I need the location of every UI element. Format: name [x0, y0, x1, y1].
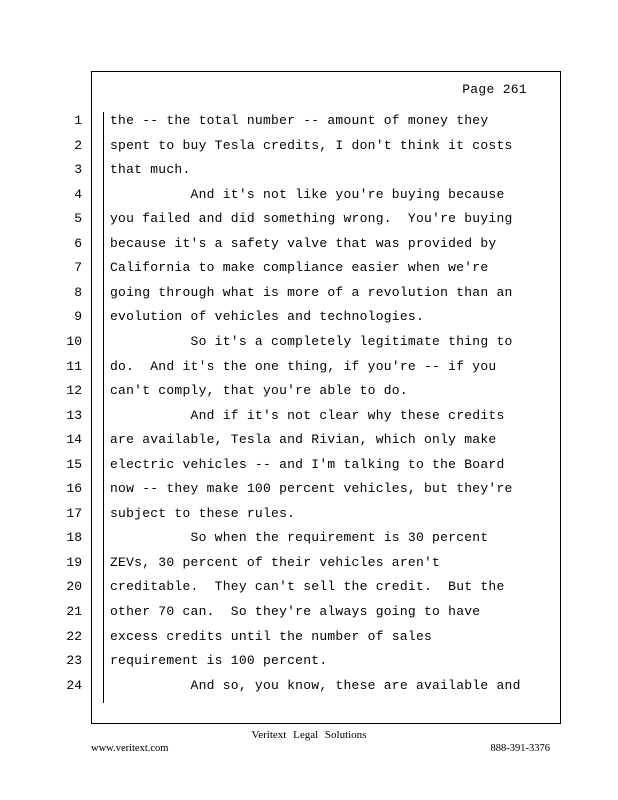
transcript-line: So when the requirement is 30 percent [110, 530, 489, 545]
transcript-line: So it's a completely legitimate thing to [110, 334, 513, 349]
line-number: 4 [74, 187, 82, 202]
transcript-line: the -- the total number -- amount of money they [110, 113, 489, 128]
page-number: Page 261 [462, 82, 527, 97]
line-number: 21 [66, 604, 82, 619]
line-number: 12 [66, 383, 82, 398]
transcript-line: And if it's not clear why these credits [110, 408, 505, 423]
transcript-line: you failed and did something wrong. You're buying [110, 211, 513, 226]
line-number: 20 [66, 579, 82, 594]
transcript-line: spent to buy Tesla credits, I don't think it costs [110, 138, 513, 153]
transcript-line: now -- they make 100 percent vehicles, but they're [110, 481, 513, 496]
line-number: 17 [66, 506, 82, 521]
line-number: 2 [74, 138, 82, 153]
transcript-line: excess credits until the number of sales [110, 629, 433, 644]
transcript-line: California to make compliance easier when we're [110, 260, 489, 275]
line-number: 22 [66, 629, 82, 644]
line-number: 24 [66, 678, 82, 693]
line-number: 19 [66, 555, 82, 570]
line-number: 15 [66, 457, 82, 472]
transcript-line: because it's a safety valve that was provided by [110, 236, 497, 251]
transcript-line: ZEVs, 30 percent of their vehicles aren't [110, 555, 441, 570]
line-number: 11 [66, 359, 82, 374]
line-number: 5 [74, 211, 82, 226]
line-number: 6 [74, 236, 82, 251]
transcript-line: going through what is more of a revolution than an [110, 285, 513, 300]
transcript-line: evolution of vehicles and technologies. [110, 309, 424, 324]
transcript-line: can't comply, that you're able to do. [110, 383, 408, 398]
transcript-line: subject to these rules. [110, 506, 296, 521]
footer-website: www.veritext.com [91, 743, 169, 754]
line-number: 16 [66, 481, 82, 496]
transcript-line: do. And it's the one thing, if you're -- if you [110, 359, 497, 374]
transcript-line: creditable. They can't sell the credit. But the [110, 579, 505, 594]
line-number: 3 [74, 162, 82, 177]
transcript-line: are available, Tesla and Rivian, which only make [110, 432, 497, 447]
line-number: 13 [66, 408, 82, 423]
line-number: 23 [66, 653, 82, 668]
footer-phone: 888-391-3376 [490, 743, 550, 754]
line-number: 8 [74, 285, 82, 300]
transcript-line: that much. [110, 162, 191, 177]
transcript-line: other 70 can. So they're always going to have [110, 604, 481, 619]
line-number: 9 [74, 309, 82, 324]
transcript-line: And it's not like you're buying because [110, 187, 505, 202]
transcript-line: And so, you know, these are available and [110, 678, 521, 693]
line-number: 10 [66, 334, 82, 349]
line-number: 7 [74, 260, 82, 275]
line-number: 1 [74, 113, 82, 128]
line-number: 18 [66, 530, 82, 545]
footer-company: Veritext Legal Solutions [251, 729, 367, 741]
line-number: 14 [66, 432, 82, 447]
transcript-line: requirement is 100 percent. [110, 653, 328, 668]
transcript-line: electric vehicles -- and I'm talking to the Board [110, 457, 505, 472]
line-number-margin-rule [103, 112, 104, 703]
